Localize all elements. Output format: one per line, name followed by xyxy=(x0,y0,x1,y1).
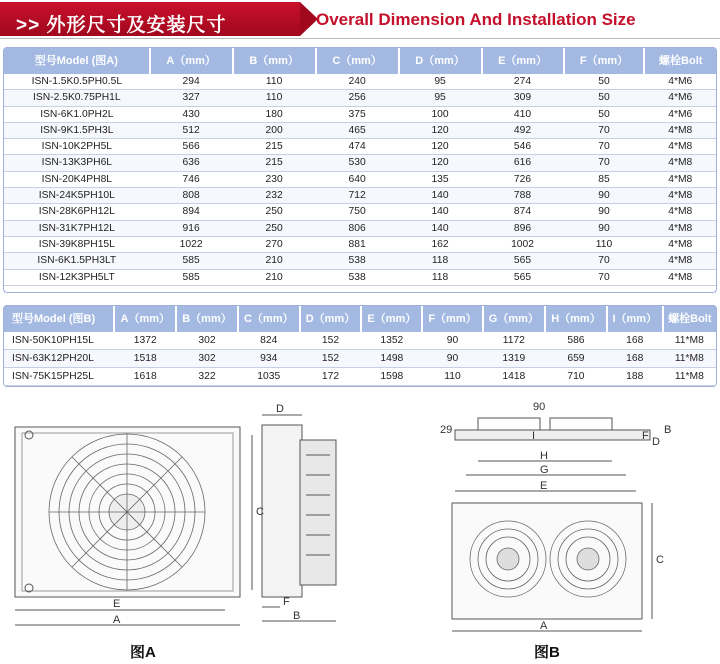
dim-b-c: C xyxy=(656,554,664,566)
table-row xyxy=(4,171,716,187)
column-header: E（mm） xyxy=(361,306,422,332)
value-cell: 1598 xyxy=(380,371,404,382)
column-header: B（mm） xyxy=(176,306,238,332)
value-cell: 90 xyxy=(598,222,610,234)
model-cell: ISN-63K12PH20L xyxy=(12,353,94,364)
model-cell: ISN-24K5PH10L xyxy=(38,190,115,202)
value-cell: 546 xyxy=(513,141,532,153)
value-cell: 90 xyxy=(446,335,459,346)
value-cell: 118 xyxy=(431,255,449,267)
value-cell: 256 xyxy=(348,92,366,104)
column-header: C（mm） xyxy=(238,306,300,332)
value-cell: 1372 xyxy=(133,335,157,346)
value-cell: 95 xyxy=(434,76,446,87)
value-cell: 710 xyxy=(567,371,585,382)
value-cell: 4*M6 xyxy=(668,108,693,120)
dim-b-29: 29 xyxy=(440,424,453,436)
model-cell: ISN-9K1.5PH3L xyxy=(40,124,114,136)
value-cell: 474 xyxy=(348,141,366,153)
table-row xyxy=(4,220,716,236)
value-cell: 70 xyxy=(598,141,610,153)
value-cell: 806 xyxy=(348,222,366,234)
value-cell: 240 xyxy=(348,76,366,87)
column-header: 螺栓Bolt xyxy=(644,48,716,74)
value-cell: 100 xyxy=(431,108,449,120)
column-header: D（mm） xyxy=(399,48,482,74)
value-cell: 85 xyxy=(598,173,610,185)
value-cell: 410 xyxy=(513,108,532,120)
value-cell: 874 xyxy=(513,206,532,218)
dim-b-h: H xyxy=(540,450,548,462)
value-cell: 172 xyxy=(321,371,340,382)
column-header: A（mm） xyxy=(150,48,233,74)
value-cell: 11*M8 xyxy=(674,371,704,382)
model-cell: ISN-13K3PH6L xyxy=(41,157,113,169)
value-cell: 70 xyxy=(598,271,610,283)
dim-a-f: F xyxy=(283,596,290,608)
column-header: H（mm） xyxy=(545,306,607,332)
table-row xyxy=(4,236,716,252)
figure-b-label: 图B xyxy=(534,644,560,661)
value-cell: 896 xyxy=(513,222,532,234)
value-cell: 750 xyxy=(348,206,366,218)
model-cell: ISN-12K3PH5LT xyxy=(38,271,115,283)
value-cell: 90 xyxy=(598,190,610,202)
value-cell: 50 xyxy=(598,76,610,87)
value-cell: 215 xyxy=(265,157,283,169)
table-header-row xyxy=(4,306,716,332)
technical-drawings xyxy=(0,395,720,664)
table-row xyxy=(4,269,716,285)
column-header: 型号Model (图B) xyxy=(4,306,114,332)
dim-b-d: D xyxy=(652,436,660,448)
dim-b-b: B xyxy=(664,424,672,436)
dim-b-90: 90 xyxy=(533,401,546,413)
value-cell: 274 xyxy=(513,76,532,87)
value-cell: 538 xyxy=(348,255,366,267)
value-cell: 90 xyxy=(446,353,459,364)
value-cell: 140 xyxy=(431,190,449,202)
value-cell: 152 xyxy=(321,353,340,364)
value-cell: 210 xyxy=(265,255,283,267)
value-cell: 135 xyxy=(431,173,449,185)
figure-a-label: 图A xyxy=(130,644,156,661)
value-cell: 4*M6 xyxy=(668,76,693,87)
value-cell: 430 xyxy=(182,108,200,120)
value-cell: 512 xyxy=(182,124,200,136)
value-cell: 934 xyxy=(260,353,278,364)
table-row xyxy=(4,106,716,122)
value-cell: 4*M8 xyxy=(668,141,693,153)
value-cell: 4*M8 xyxy=(668,124,693,136)
column-header: C（mm） xyxy=(316,48,399,74)
dim-b-e: E xyxy=(540,480,548,492)
figure-b-top-view xyxy=(455,418,650,491)
value-cell: 4*M6 xyxy=(668,92,693,104)
model-cell: ISN-39K8PH15L xyxy=(38,238,115,250)
value-cell: 120 xyxy=(431,157,449,169)
value-cell: 250 xyxy=(265,222,283,234)
value-cell: 1172 xyxy=(502,335,525,346)
value-cell: 659 xyxy=(567,353,585,364)
table-row xyxy=(4,139,716,155)
value-cell: 881 xyxy=(348,238,366,250)
column-header: B（mm） xyxy=(233,48,316,74)
value-cell: 322 xyxy=(198,371,216,382)
value-cell: 110 xyxy=(265,76,283,87)
model-cell: ISN-10K2PH5L xyxy=(41,141,113,153)
dim-b-a: A xyxy=(540,620,548,632)
value-cell: 4*M8 xyxy=(668,206,693,218)
value-cell: 1035 xyxy=(257,371,281,382)
column-header: F（mm） xyxy=(422,306,482,332)
value-cell: 824 xyxy=(260,335,278,346)
dim-a-d: D xyxy=(276,403,284,415)
value-cell: 726 xyxy=(513,173,532,185)
value-cell: 788 xyxy=(513,190,532,202)
dim-a-c: C xyxy=(256,506,264,518)
column-header: G（mm） xyxy=(483,306,545,332)
title-banner xyxy=(0,2,300,36)
value-cell: 270 xyxy=(265,238,283,250)
value-cell: 585 xyxy=(182,271,200,283)
value-cell: 180 xyxy=(265,108,283,120)
value-cell: 50 xyxy=(598,108,610,120)
value-cell: 232 xyxy=(265,190,283,202)
value-cell: 110 xyxy=(265,92,283,104)
value-cell: 640 xyxy=(348,173,366,185)
value-cell: 70 xyxy=(598,124,610,136)
table-row xyxy=(4,122,716,138)
value-cell: 585 xyxy=(182,255,200,267)
value-cell: 120 xyxy=(431,141,449,153)
table-row xyxy=(4,253,716,269)
column-header: I（mm） xyxy=(607,306,663,332)
value-cell: 162 xyxy=(431,238,449,250)
value-cell: 90 xyxy=(598,206,610,218)
dim-b-i: I xyxy=(532,430,536,442)
model-cell: ISN-50K10PH15L xyxy=(12,335,94,346)
model-cell: ISN-6K1.0PH2L xyxy=(40,108,114,120)
dim-a-e: E xyxy=(113,598,121,610)
value-cell: 140 xyxy=(431,222,449,234)
value-cell: 11*M8 xyxy=(674,353,704,364)
value-cell: 916 xyxy=(182,222,200,234)
cn-title: >> 外形尺寸及安装尺寸 xyxy=(16,15,227,36)
value-cell: 120 xyxy=(431,124,449,136)
column-header: 型号Model (图A) xyxy=(4,48,150,74)
value-cell: 215 xyxy=(265,141,283,153)
value-cell: 95 xyxy=(434,92,446,104)
dim-b-g: G xyxy=(540,464,549,476)
figure-a-side-view xyxy=(262,415,336,621)
value-cell: 50 xyxy=(598,92,610,104)
value-cell: 140 xyxy=(431,206,449,218)
value-cell: 302 xyxy=(198,353,216,364)
model-cell: ISN-20K4PH8L xyxy=(41,173,113,185)
value-cell: 1352 xyxy=(380,335,404,346)
value-cell: 210 xyxy=(265,271,283,283)
value-cell: 492 xyxy=(513,124,532,136)
dimension-table-a xyxy=(4,48,716,286)
value-cell: 118 xyxy=(431,271,449,283)
value-cell: 11*M8 xyxy=(674,335,704,346)
column-header: E（mm） xyxy=(482,48,564,74)
value-cell: 294 xyxy=(182,76,200,87)
value-cell: 586 xyxy=(567,335,585,346)
page-header xyxy=(0,0,720,38)
figure-b-front-view xyxy=(452,503,652,631)
value-cell: 465 xyxy=(348,124,366,136)
value-cell: 1319 xyxy=(502,353,526,364)
value-cell: 1618 xyxy=(133,371,157,382)
value-cell: 636 xyxy=(182,157,200,169)
dimension-table-b xyxy=(4,306,716,386)
table-row xyxy=(4,74,716,90)
value-cell: 309 xyxy=(513,92,532,104)
model-cell: ISN-28K6PH12L xyxy=(38,206,115,218)
dim-a-a: A xyxy=(113,614,121,626)
column-header: 螺栓Bolt xyxy=(663,306,716,332)
value-cell: 565 xyxy=(513,255,532,267)
value-cell: 894 xyxy=(182,206,200,218)
column-header: A（mm） xyxy=(114,306,176,332)
value-cell: 4*M8 xyxy=(668,222,693,234)
value-cell: 1002 xyxy=(511,238,534,250)
value-cell: 4*M8 xyxy=(668,190,693,202)
dim-b-f: F xyxy=(642,430,649,442)
value-cell: 152 xyxy=(321,335,340,346)
value-cell: 712 xyxy=(348,190,366,202)
value-cell: 1498 xyxy=(380,353,404,364)
value-cell: 188 xyxy=(626,371,644,382)
value-cell: 538 xyxy=(348,271,366,283)
value-cell: 168 xyxy=(626,353,644,364)
value-cell: 4*M8 xyxy=(668,157,693,169)
value-cell: 1418 xyxy=(502,371,526,382)
table-row xyxy=(4,350,716,368)
drawings-area xyxy=(0,395,720,664)
value-cell: 4*M8 xyxy=(668,271,693,283)
model-cell: ISN-6K1.5PH3LT xyxy=(37,255,117,267)
column-header: F（mm） xyxy=(564,48,645,74)
table-row xyxy=(4,188,716,204)
dim-a-b: B xyxy=(293,610,301,622)
value-cell: 230 xyxy=(265,173,283,185)
table-row xyxy=(4,155,716,171)
value-cell: 565 xyxy=(513,271,532,283)
table-row xyxy=(4,332,716,350)
model-cell: ISN-75K15PH25L xyxy=(12,371,94,382)
value-cell: 200 xyxy=(265,124,283,136)
table-header-row xyxy=(4,48,716,74)
value-cell: 4*M8 xyxy=(668,238,693,250)
value-cell: 616 xyxy=(513,157,532,169)
value-cell: 70 xyxy=(598,157,610,169)
value-cell: 746 xyxy=(182,173,200,185)
value-cell: 566 xyxy=(182,141,200,153)
header-rule xyxy=(0,38,720,39)
value-cell: 168 xyxy=(626,335,644,346)
value-cell: 375 xyxy=(348,108,366,120)
table-row xyxy=(4,204,716,220)
value-cell: 1518 xyxy=(133,353,157,364)
model-cell: ISN-2.5K0.75PH1L xyxy=(33,92,121,104)
value-cell: 302 xyxy=(198,335,216,346)
column-header: D（mm） xyxy=(300,306,362,332)
figure-a-front-view xyxy=(15,427,252,625)
table-row xyxy=(4,90,716,106)
value-cell: 70 xyxy=(598,255,610,267)
value-cell: 327 xyxy=(182,92,200,104)
value-cell: 4*M8 xyxy=(668,173,693,185)
table-row xyxy=(4,368,716,386)
value-cell: 110 xyxy=(444,371,461,382)
model-cell: ISN-31K7PH12L xyxy=(38,222,115,234)
value-cell: 250 xyxy=(265,206,283,218)
en-title: Overall Dimension And Installation Size xyxy=(316,10,636,29)
value-cell: 530 xyxy=(348,157,366,169)
model-cell: ISN-1.5K0.5PH0.5L xyxy=(31,76,123,87)
value-cell: 110 xyxy=(595,238,613,250)
value-cell: 1022 xyxy=(179,238,203,250)
value-cell: 4*M8 xyxy=(668,255,693,267)
value-cell: 808 xyxy=(182,190,200,202)
